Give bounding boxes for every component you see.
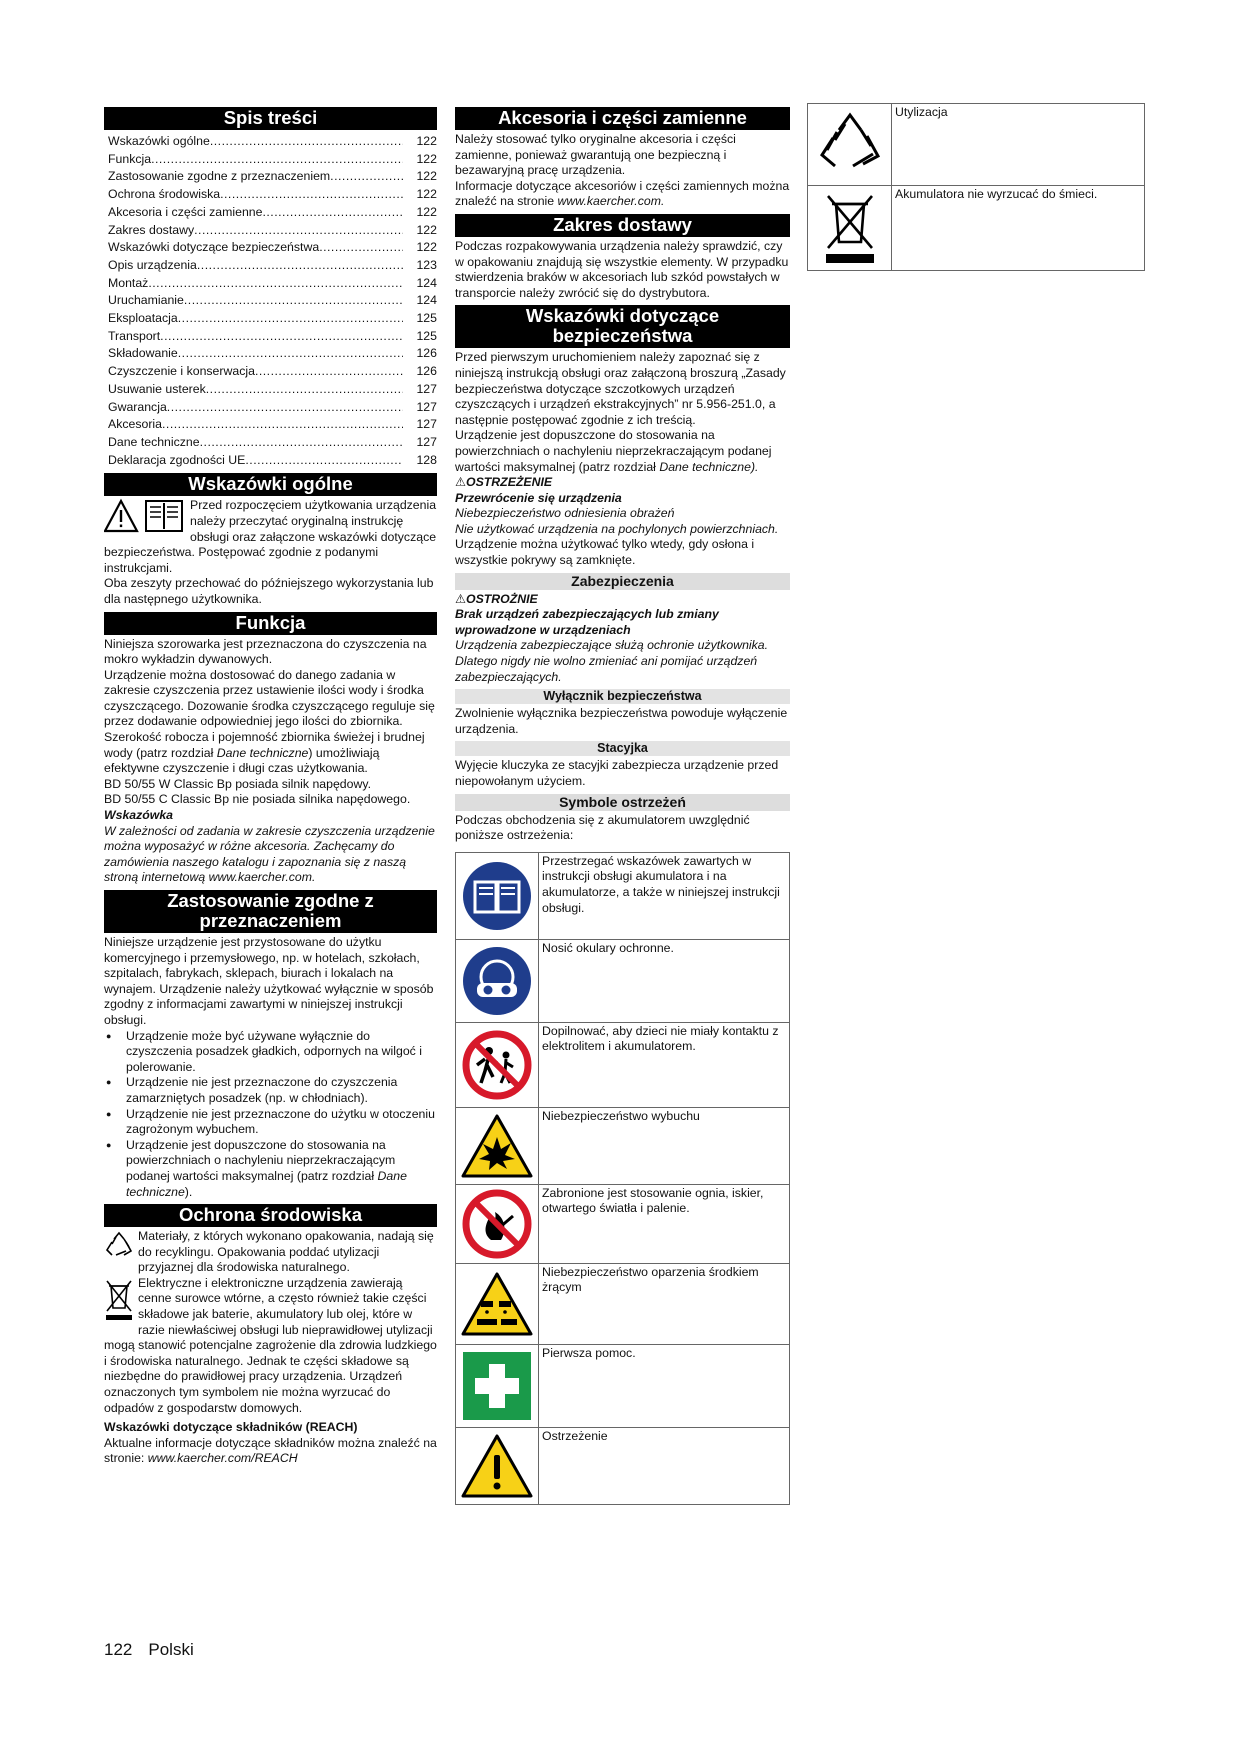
general-warning-icon bbox=[456, 1428, 539, 1504]
environment-heading: Ochrona środowiska bbox=[104, 1204, 437, 1227]
toc-row[interactable] bbox=[104, 257, 437, 275]
disposal-table bbox=[807, 103, 1145, 271]
toc-label: Wskazówki dotyczące bezpieczeństwa bbox=[108, 240, 320, 255]
warning-title: Przewrócenie się urządzenia bbox=[455, 490, 622, 505]
ignition-heading: Stacyjka bbox=[455, 741, 790, 756]
list-item: ● Urządzenie nie jest przeznaczone do użytku w otoczeniu zagrożonym wybuchem. bbox=[104, 1107, 437, 1138]
list-item: ● Urządzenie nie jest przeznaczone do czyszczenia zamarzniętych posadzek (np. w chłodniach). bbox=[104, 1075, 437, 1106]
table-row bbox=[456, 940, 789, 1023]
toc-page: 127 bbox=[416, 417, 437, 432]
warning-action: Nie użytkować urządzenia na pochylonych powierzchniach. bbox=[455, 521, 779, 536]
safety-switch-text: Zwolnienie wyłącznika bezpieczeństwa powoduje wyłączenie urządzenia. bbox=[455, 706, 788, 736]
safety-text-3: Urządzenie można użytkować tylko wtedy, gdy osłona i wszystkie pokrywy są zamknięte. bbox=[455, 537, 755, 568]
page-footer bbox=[104, 1640, 210, 1660]
toc-leader bbox=[160, 328, 403, 346]
caution-label: ⚠OSTROŻNIE bbox=[455, 591, 538, 606]
caution-text-2: Dlatego nigdy nie wolno zmieniać ani pomijać urządzeń zabezpieczających. bbox=[455, 654, 758, 684]
symbol-text: Zabronione jest stosowanie ognia, iskier, otwartego światła i palenie. bbox=[542, 1185, 764, 1216]
toc-page: 126 bbox=[416, 364, 437, 379]
column-middle bbox=[455, 103, 790, 1505]
toc-label: Funkcja bbox=[108, 151, 152, 166]
toc-page: 122 bbox=[416, 204, 437, 219]
table-row bbox=[808, 104, 1144, 186]
crossed-bin-icon bbox=[104, 1278, 134, 1327]
table-of-contents bbox=[104, 133, 437, 469]
toc-page: 122 bbox=[416, 240, 437, 255]
warning-risk: Niebezpieczeństwo odniesienia obrażeń bbox=[455, 506, 675, 521]
toc-label: Usuwanie usterek bbox=[108, 381, 206, 396]
note-title: Wskazówka bbox=[104, 808, 174, 823]
toc-label: Montaż bbox=[108, 275, 149, 290]
warning-label: ⚠OSTRZEŻENIE bbox=[455, 475, 553, 490]
symbol-text: Przestrzegać wskazówek zawartych w instrukcji obsługi akumulatora i na akumulatorze, a także w niniejszej instrukcji obsługi. bbox=[542, 853, 780, 915]
corrosive-hazard-icon bbox=[456, 1264, 539, 1344]
toc-leader bbox=[194, 222, 403, 240]
function-text-3: Szerokość robocza i pojemność zbiornika świeżej i brudnej wody (patrz rozdział Dane techniczne) umożliwiają efektywne czyszczenie i długi czas użytkowania. bbox=[104, 730, 425, 776]
toc-leader bbox=[319, 239, 403, 257]
symbol-text: Nosić okulary ochronne. bbox=[542, 940, 674, 955]
toc-leader bbox=[210, 133, 403, 151]
delivery-heading: Zakres dostawy bbox=[455, 214, 790, 237]
toc-label: Wskazówki ogólne bbox=[108, 134, 210, 148]
caution-text-1: Urządzenia zabezpieczające służą ochronie użytkownika. bbox=[455, 638, 769, 653]
toc-page: 128 bbox=[416, 452, 437, 467]
intended-use-list bbox=[104, 1029, 437, 1201]
toc-label: Gwarancja bbox=[108, 399, 167, 414]
toc-leader bbox=[206, 381, 403, 399]
toc-page: 122 bbox=[416, 134, 437, 148]
toc-label: Akcesoria i części zamienne bbox=[108, 204, 263, 219]
toc-leader bbox=[197, 257, 403, 275]
toc-leader bbox=[178, 345, 403, 363]
warning-symbols-table bbox=[455, 852, 790, 1505]
toc-label: Opis urządzenia bbox=[108, 257, 197, 272]
table-row bbox=[456, 1345, 789, 1428]
toc-row[interactable] bbox=[104, 399, 437, 417]
toc-label: Czyszczenie i konserwacja bbox=[108, 364, 255, 379]
toc-row[interactable] bbox=[104, 222, 437, 240]
recycling-icon bbox=[104, 1231, 134, 1266]
general-text-2: Oba zeszyty przechować do późniejszego wykorzystania lub dla następnego użytkownika. bbox=[104, 576, 434, 606]
column-left bbox=[104, 103, 437, 1467]
toc-page: 127 bbox=[416, 434, 437, 449]
recycling-icon bbox=[808, 104, 892, 185]
accessories-text-1: Należy stosować tylko oryginalne akcesoria i części zamienne, ponieważ gwarantują one bezpieczną i bezawaryjną pracę urządzenia. bbox=[455, 132, 736, 178]
toc-label: Ochrona środowiska bbox=[108, 187, 221, 202]
general-text-1: Przed rozpoczęciem użytkowania urządzenia należy przeczytać oryginalną instrukcję obsługi oraz załączone wskazówki dotyczące bezpieczeństwa. Postępować zgodnie z podanymi instrukcjami. bbox=[104, 498, 437, 575]
list-item: ● Urządzenie jest dopuszczone do stosowania na powierzchniach o nachyleniu nieprzekraczającym podanej wartości maksymalnej (patrz rozdział Dane techniczne). bbox=[104, 1138, 437, 1200]
toc-leader bbox=[330, 168, 403, 186]
toc-heading: Spis treści bbox=[104, 107, 437, 130]
disposal-text: Utylizacja bbox=[895, 105, 948, 119]
toc-row[interactable] bbox=[104, 345, 437, 363]
toc-row[interactable] bbox=[104, 328, 437, 346]
general-section bbox=[104, 498, 437, 607]
toc-label: Akcesoria bbox=[108, 417, 162, 432]
toc-row[interactable] bbox=[104, 416, 437, 434]
safety-text-1: Przed pierwszym uruchomieniem należy zapoznać się z niniejszą instrukcją obsługi oraz załączoną broszurą „Zasady bezpieczeństwa dotyczące szczotkowych urządzeń czyszczących i urządzeń ekstrakcyjnych” nr 5.956-251.0, a następnie postępować zgodnie z ich treścią. bbox=[455, 350, 786, 427]
toc-leader bbox=[245, 452, 403, 470]
toc-leader bbox=[220, 186, 403, 204]
toc-label: Uruchamianie bbox=[108, 293, 184, 308]
page-number: 122 bbox=[104, 1640, 133, 1659]
toc-leader bbox=[162, 416, 403, 434]
crossed-bin-icon bbox=[808, 186, 892, 270]
toc-row[interactable] bbox=[104, 381, 437, 399]
toc-row[interactable] bbox=[104, 310, 437, 328]
toc-page: 127 bbox=[416, 381, 437, 396]
table-row bbox=[456, 1108, 789, 1185]
symbol-text: Ostrzeżenie bbox=[542, 1428, 608, 1443]
toc-row[interactable] bbox=[104, 292, 437, 310]
safeguards-heading: Zabezpieczenia bbox=[455, 573, 790, 590]
reach-title: Wskazówki dotyczące składników (REACH) bbox=[104, 1420, 358, 1435]
warning-manual-icon bbox=[104, 498, 186, 539]
caution-title: Brak urządzeń zabezpieczających lub zmiany wprowadzone w urządzeniach bbox=[455, 607, 719, 637]
toc-row[interactable] bbox=[104, 168, 437, 186]
environment-text-2: Elektryczne i elektroniczne urządzenia zawierają cenne surowce wtórne, a często również takie części składowe jak baterie, akumulatory lub olej, które w razie niewłaściwej obsługi lub nieprawidłowej utylizacji mogą stanowić potencjalne zagrożenie dla zdrowia ludzkiego i środowiska naturalnego. Jednak te części składowe są niezbędne do prawidłowej pracy urządzenia. Urządzeń oznaczonych tym symbolem nie można wyrzucać do odpadów z gospodarstw domowych. bbox=[104, 1275, 437, 1415]
intended-use-text: Niniejsze urządzenie jest przystosowane do użytku komercyjnego i przemysłowego, np. w hotelach, szkołach, szpitalach, fabrykach, sklepach, biurach i lokalach na wynajem. Urządzenie należy użytkować wyłącznie w sposób zgodny z informacjami zawartymi w niniejszej instrukcji obsługi. bbox=[104, 935, 434, 1027]
warning-symbols-intro: Podczas obchodzenia się z akumulatorem uwzględnić poniższe ostrzeżenia: bbox=[455, 812, 750, 843]
toc-label: Zastosowanie zgodne z przeznaczeniem bbox=[108, 169, 331, 184]
toc-label: Eksploatacja bbox=[108, 311, 178, 326]
kaercher-link[interactable]: www.kaercher.com. bbox=[557, 194, 665, 209]
toc-row[interactable] bbox=[104, 204, 437, 222]
toc-label: Transport bbox=[108, 328, 161, 343]
toc-label: Dane techniczne bbox=[108, 434, 200, 449]
toc-label: Deklaracja zgodności UE bbox=[108, 452, 246, 467]
function-text-5: BD 50/55 C Classic Bp nie posiada silnika napędowego. bbox=[104, 792, 411, 807]
table-row bbox=[456, 853, 789, 940]
environment-text-1: Materiały, z których wykonano opakowania, nadają się do recyklingu. Opakowania poddać utylizacji przyjaznej dla środowiska naturalnego. bbox=[138, 1229, 434, 1275]
keep-children-away-icon bbox=[456, 1023, 539, 1107]
toc-page: 124 bbox=[416, 275, 437, 290]
toc-page: 124 bbox=[416, 293, 437, 308]
toc-page: 126 bbox=[416, 346, 437, 361]
toc-row[interactable] bbox=[104, 133, 437, 151]
note-text: W zależności od zadania w zakresie czyszczenia urządzenie można wyposażyć w różne akcesoria. Zachęcamy do zamówienia naszego katalogu i zapoznania się z naszą stroną internetową www.kaercher.com. bbox=[104, 823, 435, 885]
no-open-flame-icon bbox=[456, 1185, 539, 1263]
toc-row[interactable] bbox=[104, 151, 437, 169]
toc-page: 127 bbox=[416, 399, 437, 414]
toc-label: Składowanie bbox=[108, 346, 178, 361]
toc-page: 125 bbox=[416, 328, 437, 343]
toc-leader bbox=[255, 363, 403, 381]
disposal-text: Akumulatora nie wyrzucać do śmieci. bbox=[895, 187, 1098, 201]
toc-leader bbox=[262, 204, 403, 222]
safety-switch-heading: Wyłącznik bezpieczeństwa bbox=[455, 689, 790, 704]
toc-row[interactable] bbox=[104, 275, 437, 293]
general-heading: Wskazówki ogólne bbox=[104, 473, 437, 496]
delivery-text: Podczas rozpakowywania urządzenia należy sprawdzić, czy w opakowaniu znajdują się wszystkie elementy. W przypadku stwierdzenia braków w akcesoriach lub szkód powstałych w transporcie należy zwrócić się do dystrybutora. bbox=[455, 238, 789, 300]
toc-page: 122 bbox=[416, 222, 437, 237]
read-manual-icon bbox=[456, 853, 539, 939]
toc-page: 122 bbox=[416, 169, 437, 184]
first-aid-icon bbox=[456, 1345, 539, 1427]
reach-link[interactable]: www.kaercher.com/REACH bbox=[147, 1451, 298, 1466]
table-row bbox=[456, 1185, 789, 1264]
toc-leader bbox=[151, 151, 403, 169]
accessories-heading: Akcesoria i części zamienne bbox=[455, 107, 790, 130]
warning-symbols-heading: Symbole ostrzeżeń bbox=[455, 794, 790, 811]
footer-language: Polski bbox=[148, 1640, 194, 1659]
toc-row[interactable] bbox=[104, 239, 437, 257]
toc-leader bbox=[184, 292, 403, 310]
function-heading: Funkcja bbox=[104, 612, 437, 635]
column-right bbox=[807, 103, 1145, 271]
toc-leader bbox=[200, 434, 403, 452]
toc-page: 122 bbox=[416, 187, 437, 202]
toc-page: 123 bbox=[416, 257, 437, 272]
safety-goggles-icon bbox=[456, 940, 539, 1022]
table-row bbox=[456, 1264, 789, 1345]
symbol-text: Niebezpieczeństwo wybuchu bbox=[542, 1108, 700, 1123]
ignition-text: Wyjęcie kluczyka ze stacyjki zabezpiecza urządzenie przed niepowołanym użyciem. bbox=[455, 758, 779, 788]
symbol-text: Dopilnować, aby dzieci nie miały kontaktu z elektrolitem i akumulatorem. bbox=[542, 1023, 779, 1054]
table-row bbox=[456, 1023, 789, 1108]
safety-text-2: Urządzenie jest dopuszczone do stosowania na powierzchniach o nachyleniu nieprzekraczającym podanej wartości maksymalnej (patrz rozdział Dane techniczne). bbox=[455, 428, 772, 474]
toc-row[interactable] bbox=[104, 186, 437, 204]
toc-row[interactable] bbox=[104, 452, 437, 470]
toc-row[interactable] bbox=[104, 434, 437, 452]
symbol-text: Pierwsza pomoc. bbox=[542, 1345, 636, 1360]
list-item: ● Urządzenie może być używane wyłącznie do czyszczenia posadzek gładkich, odpornych na wilgoć i polerowanie. bbox=[104, 1029, 437, 1076]
toc-page: 125 bbox=[416, 311, 437, 326]
toc-leader bbox=[148, 275, 403, 293]
intended-use-heading: Zastosowanie zgodne z przeznaczeniem bbox=[104, 890, 437, 933]
toc-row[interactable] bbox=[104, 363, 437, 381]
toc-label: Zakres dostawy bbox=[108, 222, 195, 237]
table-row bbox=[456, 1428, 789, 1504]
symbol-text: Niebezpieczeństwo oparzenia środkiem żrącym bbox=[542, 1264, 759, 1295]
function-text-2: Urządzenie można dostosować do danego zadania w zakresie czyszczenia przez ustawienie ilości wody i środka czyszczącego. Dozowanie środka czyszczącego reguluje się przez dodawanie odpowiedniej jego ilości do zbiornika. bbox=[104, 667, 435, 729]
reach-text: Aktualne informacje dotyczące składników można znaleźć na stronie: www.kaercher.com/REACH bbox=[104, 1435, 437, 1466]
toc-page: 122 bbox=[416, 151, 437, 166]
function-text-1: Niniejsza szorowarka jest przeznaczona do czyszczenia na mokro wykładzin dywanowych. bbox=[104, 636, 427, 667]
table-row bbox=[808, 186, 1144, 270]
toc-leader bbox=[178, 310, 403, 328]
accessories-text-2: Informacje dotyczące akcesoriów i części zamiennych można znaleźć na stronie www.kaercher.com. bbox=[455, 178, 790, 209]
explosion-hazard-icon bbox=[456, 1108, 539, 1184]
function-text-4: BD 50/55 W Classic Bp posiada silnik napędowy. bbox=[104, 776, 372, 791]
toc-leader bbox=[167, 399, 403, 417]
environment-section bbox=[104, 1229, 437, 1416]
safety-heading: Wskazówki dotyczące bezpieczeństwa bbox=[455, 305, 790, 348]
